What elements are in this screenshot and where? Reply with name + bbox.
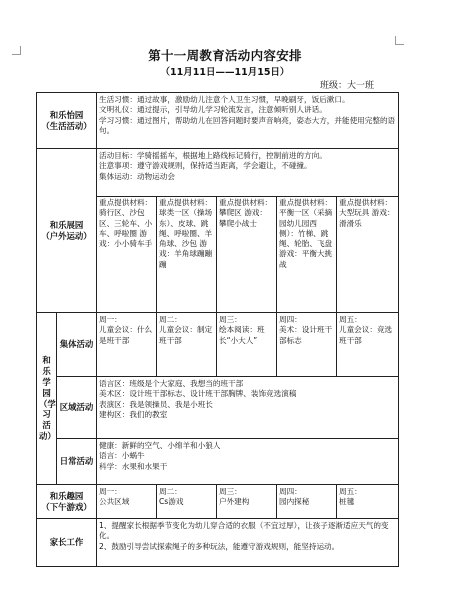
parents-label: 家长工作: [37, 519, 97, 567]
daily-activity-content: 健康：新鲜的空气、小绵羊和小狼人 语言：小蜗牛 科学：水果和水果干: [97, 439, 399, 485]
table-row: [37, 313, 399, 377]
date-range: （11月11日——11月15日）: [160, 67, 290, 78]
games-day-cell: 周四： 园内探秘: [277, 485, 337, 519]
outdoor-cell: 重点提供材料：平衡一区（采摘园幼儿园西侧）：竹梯、跳绳、轮胎、飞盘 游戏：平衡大挑战: [277, 197, 337, 313]
class-value: 大一班: [347, 81, 375, 91]
table-row: [37, 439, 399, 485]
games-label: 和乐趣园 （下午游戏）: [37, 485, 97, 519]
group-day-cell: 周五： 儿童会议：竞选班干部: [337, 313, 399, 377]
outdoor-cell: 重点提供材料：骑行区、沙包区、三轮车、小车、呼啦圈 游戏：小小骑车手: [97, 197, 157, 313]
class-label: 班级：: [320, 81, 348, 91]
games-day-cell: 周二： Cs游戏: [157, 485, 217, 519]
corner-mark: [395, 36, 404, 45]
group-day-cell: 周三： 绘本阅读：班长“小大人”: [217, 313, 277, 377]
page-title: 第十一周教育活动内容安排: [148, 48, 302, 63]
schedule-table: [36, 92, 399, 567]
life-line: 生活习惯：通过故事，激励幼儿注意个人卫生习惯，早晚刷牙，饭后漱口。: [99, 95, 350, 104]
life-line: 学习习惯：通过图片，帮助幼儿在回答问题时要声音响亮，姿态大方，并能使用完整的语句。: [99, 115, 396, 135]
table-row: [37, 149, 399, 197]
area-activity-label: 区域活动: [57, 377, 97, 439]
group-day-cell: 周二： 儿童会议：制定班干部: [157, 313, 217, 377]
outdoor-cell: 重点提供材料：球类一区（操场东）、皮球、跳绳、呼啦圈、羊角球、沙包 游戏：羊角球蹦蹦蹦: [157, 197, 217, 313]
life-label: 和乐怡园 （生活活动）: [37, 93, 97, 149]
class-info: [320, 78, 374, 91]
outdoor-top-content: 活动目标：学骑摇摇车，根据地上路线标记骑行，控制前进的方向。 注意事项：遵守游戏规则，保持适当距离，学会避让，不碰撞。 集体运动：动物运动会: [97, 149, 399, 197]
table-row: [37, 485, 399, 519]
games-day-cell: 周五： 桩毽: [337, 485, 399, 519]
outdoor-cell: 重点提供材料：大型玩具 游戏：滑滑乐: [337, 197, 399, 313]
outdoor-cell: 重点提供材料：攀爬区 游戏：攀爬小战士: [217, 197, 277, 313]
parents-content: 1、提醒家长根据季节变化为幼儿穿合适的衣服（不宜过厚），让孩子逐渐适应天气的变化。 2、鼓励引导尝试探索绳子的多种玩法，能遵守游戏规则，能坚持运动。: [97, 519, 399, 567]
life-content: [97, 93, 399, 149]
group-day-cell: 周四： 美术：设计班干部标志: [277, 313, 337, 377]
table-row: [37, 93, 399, 149]
group-activity-label: 集体活动: [57, 313, 97, 377]
table-row: [37, 377, 399, 439]
games-day-cell: 周一： 公共区域: [97, 485, 157, 519]
learning-label: 和乐 学园 （学习活动）: [37, 313, 57, 485]
life-line: 文明礼仪：通过提示，引导幼儿学习轮流发言，注意倾听别人讲话。: [99, 105, 327, 115]
group-day-cell: 周一： 儿童会议：什么是班干部: [97, 313, 157, 377]
area-activity-content: 语言区：班级是个大家庭、我想当的班干部 美术区：设计班干部标志、设计班干部胸牌、装饰竞选演稿 表演区：我是领操员、我是小班长 建构区：我们的教室: [97, 377, 399, 439]
daily-activity-label: 日常活动: [57, 439, 97, 485]
table-row: [37, 519, 399, 567]
outdoor-label: 和乐展园 （户外运动）: [37, 149, 97, 313]
games-day-cell: 周三： 户外建构: [217, 485, 277, 519]
